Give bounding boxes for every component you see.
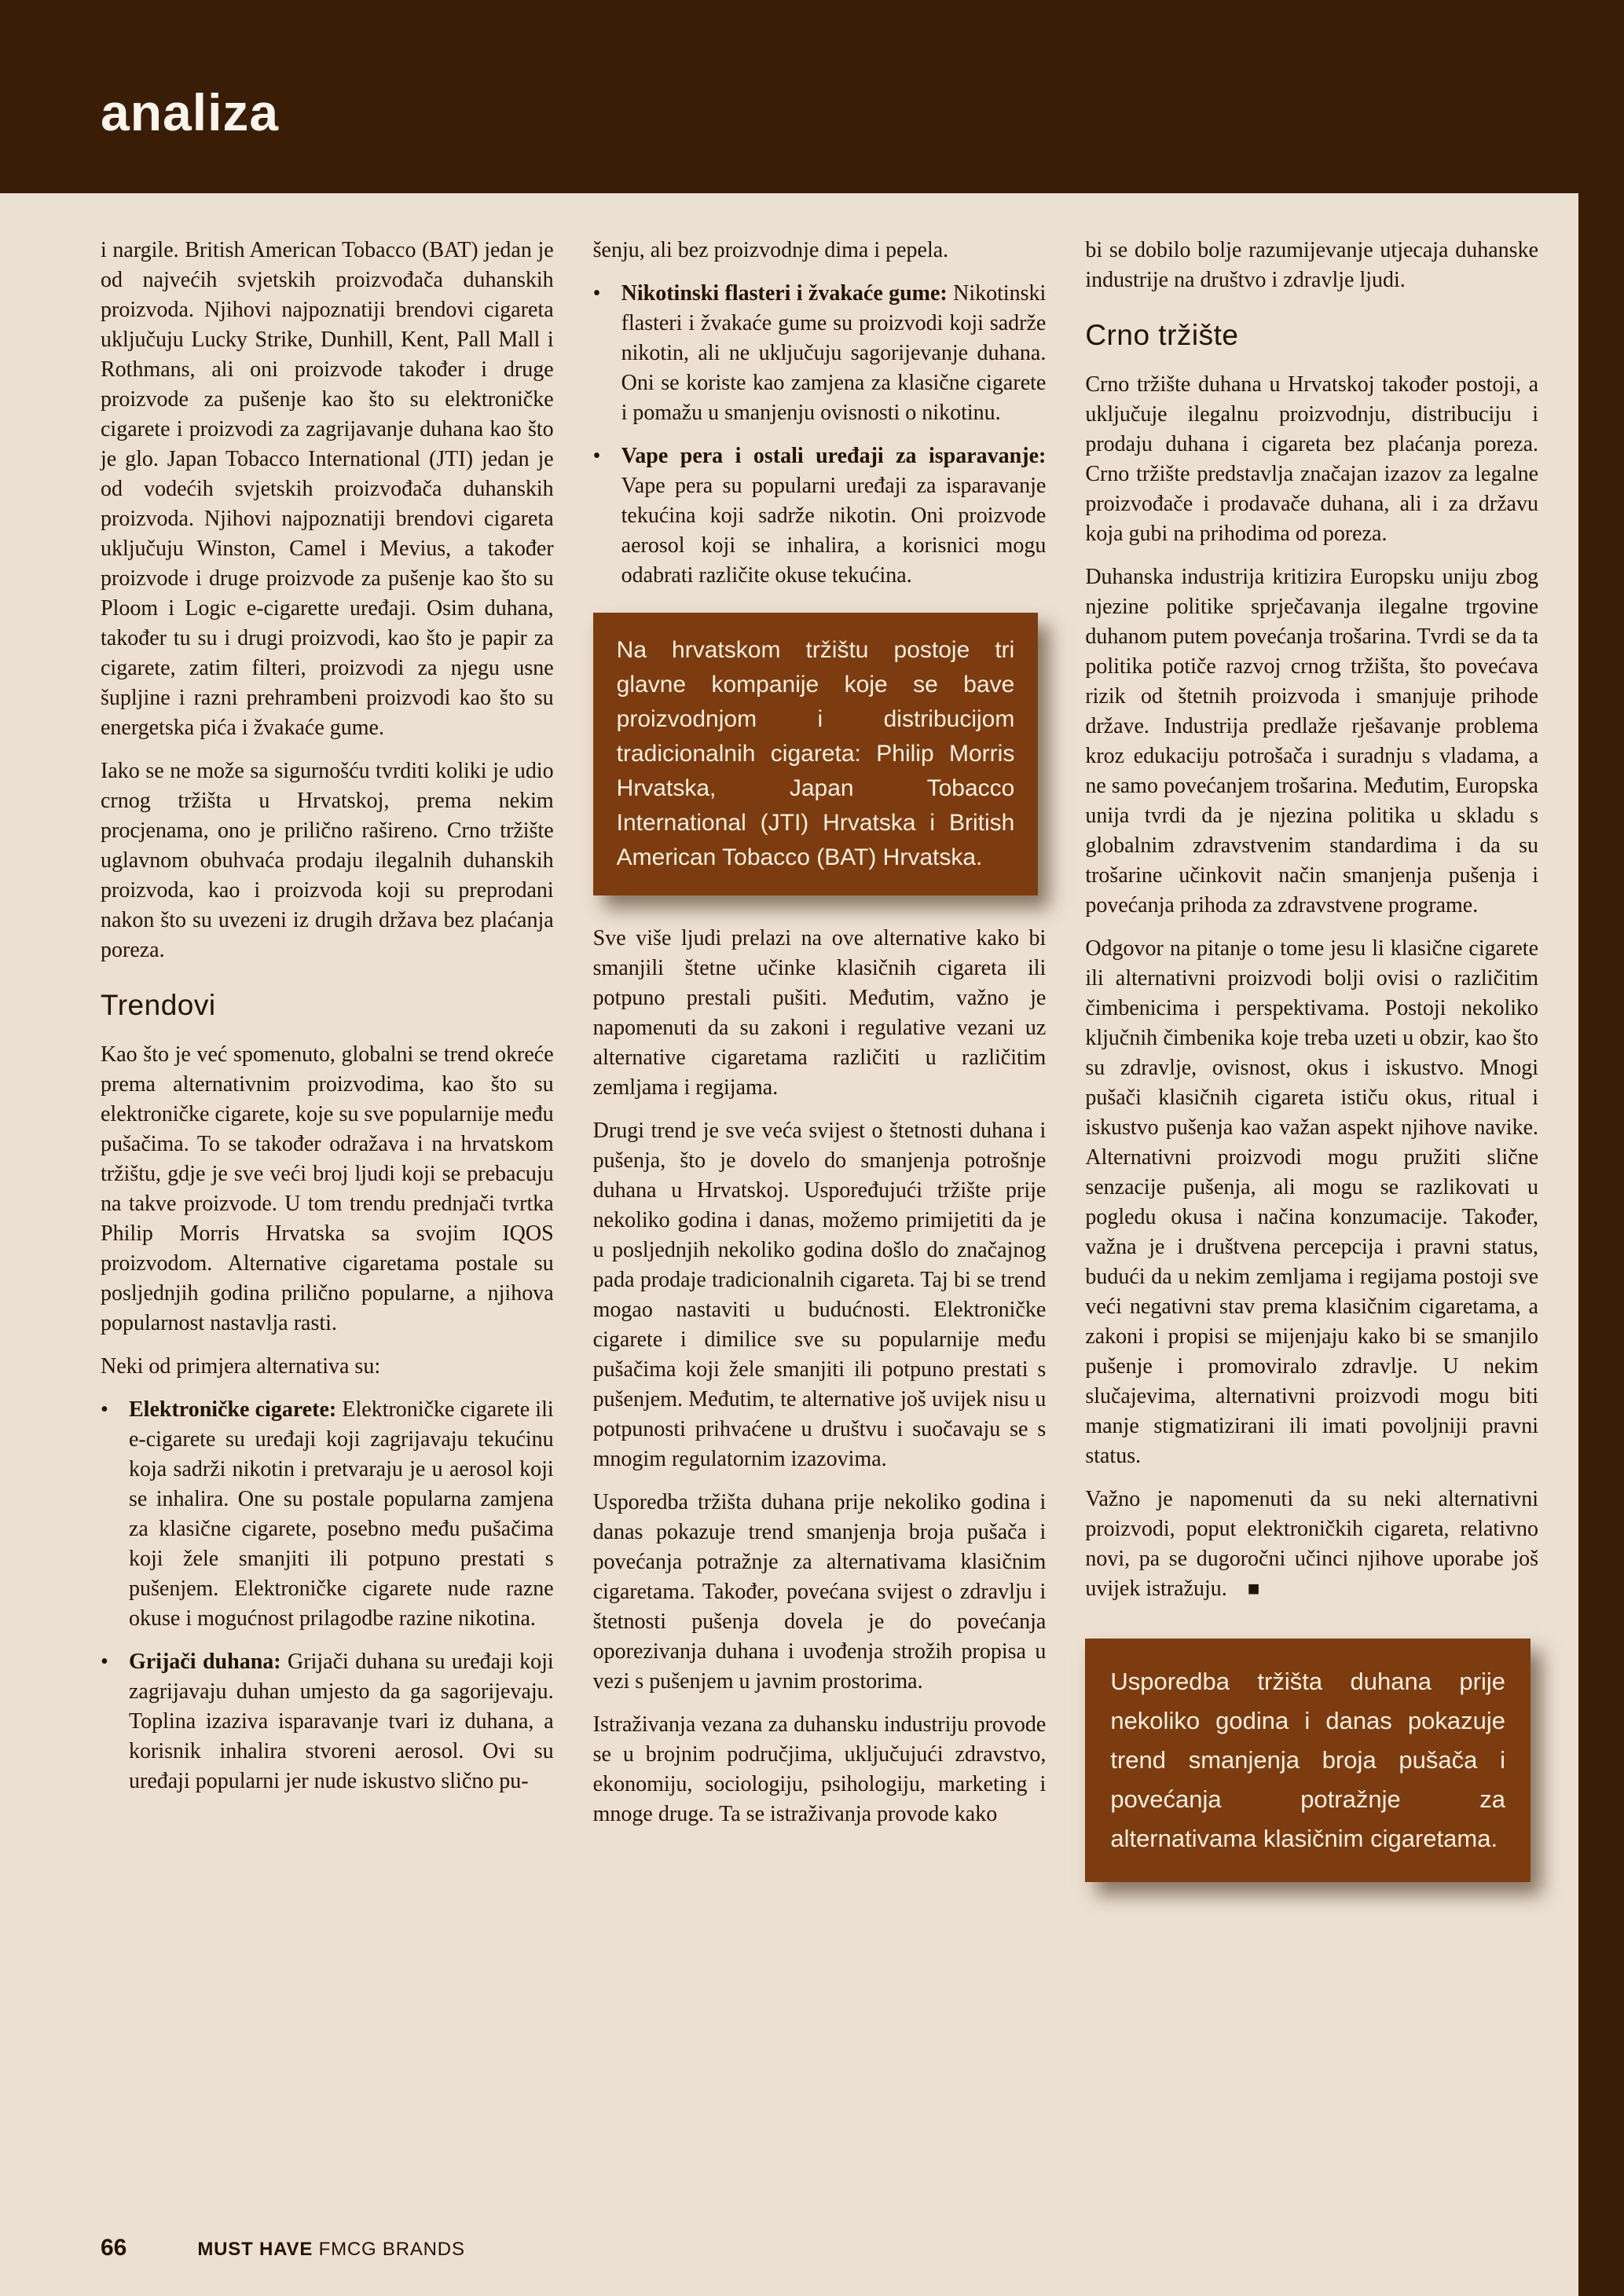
bullet-item [101,1647,554,1796]
column-2 [593,236,1047,1843]
bullet-text [621,441,1047,591]
callout-box-summary: Usporedba tržišta duhana prije nekoliko godina i danas pokazuje trend smanjenja broja pušača i povećanja potražnje za alternativama klasičnim cigaretama. [1085,1639,1531,1882]
paragraph: Iako se ne može sa sigurnošću tvrditi koliki je udio crnog tržišta u Hrvatskoj, prema nekim procjenama, ono je prilično rašireno. Crno tržište uglavnom obuhvaća prodaju ilegalnih duhanskih proizvoda, kao i proizvoda koji su preprodani nakon što su uvezeni iz drugih država bez plaćanja poreza. [101,759,554,962]
paragraph: Crno tržište duhana u Hrvatskoj također postoji, a uključuje ilegalnu proizvodnju, distribuciju i prodaju duhana i cigareta bez plaćanja poreza. Crno tržište predstavlja značajan izazov za legalne proizvođače i prodavače duhana, ali i za državu koja gubi na prihodima od poreza. [1085,372,1538,546]
bullet-icon: • [101,1397,108,1422]
article-end-mark: ■ [1247,1576,1260,1600]
bullet-body: Elektroničke cigarete ili e-cigarete su uređaji koji zagrijavaju tekućinu koja sadrži nikotin i pretvaraju je u aerosol koji se inhalira. One su postale popularna zamjena za klasične cigarete, posebno među pušačima koji žele smanjiti ili potpuno prestati s pušenjem. Elektroničke cigarete nude razne okuse i mogućnost prilagodbe razine nikotina. [129,1397,554,1631]
section-title: analiza [101,83,280,141]
publication-name-bold: MUST HAVE [197,2239,313,2260]
bullet-item [593,441,1047,591]
header-band [0,0,1624,193]
page-number: 66 [101,2235,127,2261]
article-body [101,236,1538,1910]
paragraph: Neki od primjera alternativa su: [101,1353,381,1379]
paragraph: bi se dobilo bolje razumijevanje utjecaja duhanske industrije na društvo i zdravlje ljudi. [1085,238,1538,292]
bullet-text [621,279,1047,428]
bullet-body: Nikotinski flasteri i žvakaće gume su proizvodi koji sadrže nikotin, ali ne uključuju sagorijevanje duhana. Oni se koriste kao zamjena za klasične cigarete i pomažu u smanjenju ovisnosti o nikotinu. [621,281,1047,425]
bullet-body: Vape pera su popularni uređaji za isparavanje tekućina koji sadrže nikotin. Oni proizvode aerosol koji se inhalira, a korisnici mogu odabrati različite okuse tekućina. [621,474,1047,588]
column-1 [101,236,554,1810]
bullet-label: Nikotinski flasteri i žvakaće gume: [621,281,948,306]
paragraph: Usporedba tržišta duhana prije nekoliko godina i danas pokazuje trend smanjenja broja pušača i povećanja potražnje za alternativama klasičnim cigaretama. Također, povećana svijest o zdravlju i štetnosti pušenja dovela je do povećanja oporezivanja duhana i uvođenja strožih propisa u vezi s pušenjem u javnim prostorima. [592,1490,1047,1694]
bullet-text [129,1647,554,1796]
callout-box-companies: Na hrvatskom tržištu postoje tri glavne kompanije koje se bave proizvodnjom i distribucijom tradicionalnih cigareta: Philip Morris Hrvatska, Japan Tobacco International (JTI) Hrvatska i British American Tobacco (BAT) Hrvatska. [593,613,1039,895]
column-3 [1085,236,1538,1910]
paragraph-closing [1085,1485,1538,1604]
paragraph: Drugi trend je sve veća svijest o štetnosti duhana i pušenja, što je dovelo do smanjenja potrošnje duhana u Hrvatskoj. Uspoređujući tržište prije nekoliko godina i danas, možemo primijetiti da je u posljednjih nekoliko godina došlo do značajnog pada prodaje tradicionalnih cigareta. Taj bi se trend mogao nastaviti u budućnosti. Elektroničke cigarete i dimilice sve su popularnije među pušačima koji žele smanjiti ili potpuno prestati s pušenjem. Međutim, te alternative još uvijek nisu u potpunosti prihvaćene u društvu i suočavaju se s mnogim regulatornim izazovima. [592,1119,1047,1471]
paragraph: Duhanska industrija kritizira Europsku uniju zbog njezine politike sprječavanja ilegalne trgovine duhanom putem povećanja trošarina. Tvrdi se da ta politika potiče razvoj crnog tržišta, što povećava rizik od štetnih proizvoda i smanjuje prihode države. Industrija predlaže rješavanje problema kroz edukaciju potrošača i suradnju s vladama, a ne samo povećanjem trošarina. Međutim, Europska unija tvrdi da je njezina politika u skladu s globalnim zdravstvenim standardima i da su trošarine učinkovit način smanjenja pušenja i povećanja prihoda za zdravstvene programe. [1085,564,1538,917]
publication-name [197,2239,464,2261]
paragraph: Istraživanja vezana za duhansku industriju provode se u brojnim područjima, uključujući zdravstvo, ekonomiju, sociologiju, psihologiju, marketing i mnoge druge. Ta se istraživanja provode kako [592,1712,1047,1826]
bullet-icon: • [592,444,601,468]
bullet-label: Elektroničke cigarete: [129,1397,337,1422]
bullet-text [129,1395,554,1634]
paragraph: Kao što je već spomenuto, globalni se trend okreće prema alternativnim proizvodima, kao što su elektroničke cigarete, koje su sve popularnije među pušačima. To se također odražava i na hrvatskom tržištu, gdje je sve veći broj ljudi koji se prebacuju na takve proizvode. U tom trendu prednjači tvrtka Philip Morris Hrvatska sa svojim IQOS proizvodom. Alternative cigaretama postale su posljednjih godina prilično popularne, a njihova popularnost nastavlja rasti. [101,1042,554,1335]
bullet-icon: • [101,1649,108,1674]
paragraph: Sve više ljudi prelazi na ove alternative kako bi smanjili štetne učinke klasičnih cigareta ili potpuno prestali pušiti. Međutim, važno je napomenuti da su zakoni i regulative vezani uz alternative cigaretama različiti u različitim zemljama i regijama. [592,926,1047,1100]
subheading-trendovi: Trendovi [101,989,216,1021]
right-edge-band [1578,0,1624,2296]
bullet-item [593,279,1047,428]
page-footer [101,2235,465,2261]
closing-text: Važno je napomenuti da su neki alternativni proizvodi, poput elektroničkih cigareta, relativno novi, pa se dugoročni učinci njihove uporabe još uvijek istražuju. [1085,1486,1538,1601]
publication-name-rest: FMCG BRANDS [318,2239,465,2260]
paragraph: i nargile. British American Tobacco (BAT) jedan je od najvećih svjetskih proizvođača duhanskih proizvoda. Njihovi najpoznatiji brendovi cigareta uključuju Lucky Strike, Dunhill, Kent, Pall Mall i Rothmans, ali oni proizvode također i druge proizvode za pušenje kao što su elektroničke cigarete i proizvodi za zagrijavanje duhana kao što je glo. Japan Tobacco International (JTI) jedan je od vodećih svjetskih proizvođača duhanskih proizvoda. Njihovi najpoznatiji brendovi cigareta uključuju Winston, Camel i Mevius, a također proizvode i druge proizvode za pušenje kao što su Ploom i Logic e-cigarette uređaji. Osim duhana, također tu su i drugi proizvodi, kao što je papir za cigarete, zatim filteri, proizvodi za njegu usne šupljine i razni prehrambeni proizvodi kao što su energetska pića i žvakaće gume. [101,238,554,740]
bullet-body: Grijači duhana su uređaji koji zagrijavaju duhan umjesto da ga sagorijevaju. Toplina izaziva isparavanje tvari iz duhana, a korisnik inhalira stvoreni aerosol. Ovi su uređaji popularni jer nude iskustvo slično pu- [129,1649,554,1793]
bullet-item [101,1395,554,1634]
subheading-crno-trziste: Crno tržište [1085,319,1239,351]
bullet-label: Vape pera i ostali uređaji za isparavanje: [621,444,1047,468]
paragraph: šenju, ali bez proizvodnje dima i pepela. [592,238,949,262]
paragraph: Odgovor na pitanje o tome jesu li klasične cigarete ili alternativni proizvodi bolji ovisi o različitim čimbenicima i perspektivama. Postoji nekoliko ključnih čimbenika koje treba uzeti u obzir, kao što su zdravlje, ovisnost, okus i iskustvo. Mnogi pušači klasičnih cigareta ističu okus, ritual i iskustvo pušenja kao važan aspekt njihove navike. Alternativni proizvodi mogu pružiti slične senzacije pušenja, ali mogu se razlikovati u pogledu okusa i načina konzumacije. Također, važna je i društvena percepcija i pravni status, budući da u nekim zemljama i regijama postoji sve veći negativni stav prema klasičnim cigaretama, a zakoni i propisi se mijenjaju kako bi se smanjilo pušenje i promoviralo zdravlje. U nekim slučajevima, alternativni proizvodi mogu biti manje stigmatizirani ili imati povoljniji pravni status. [1085,936,1538,1468]
bullet-icon: • [592,281,601,306]
bullet-label: Grijači duhana: [129,1649,281,1674]
